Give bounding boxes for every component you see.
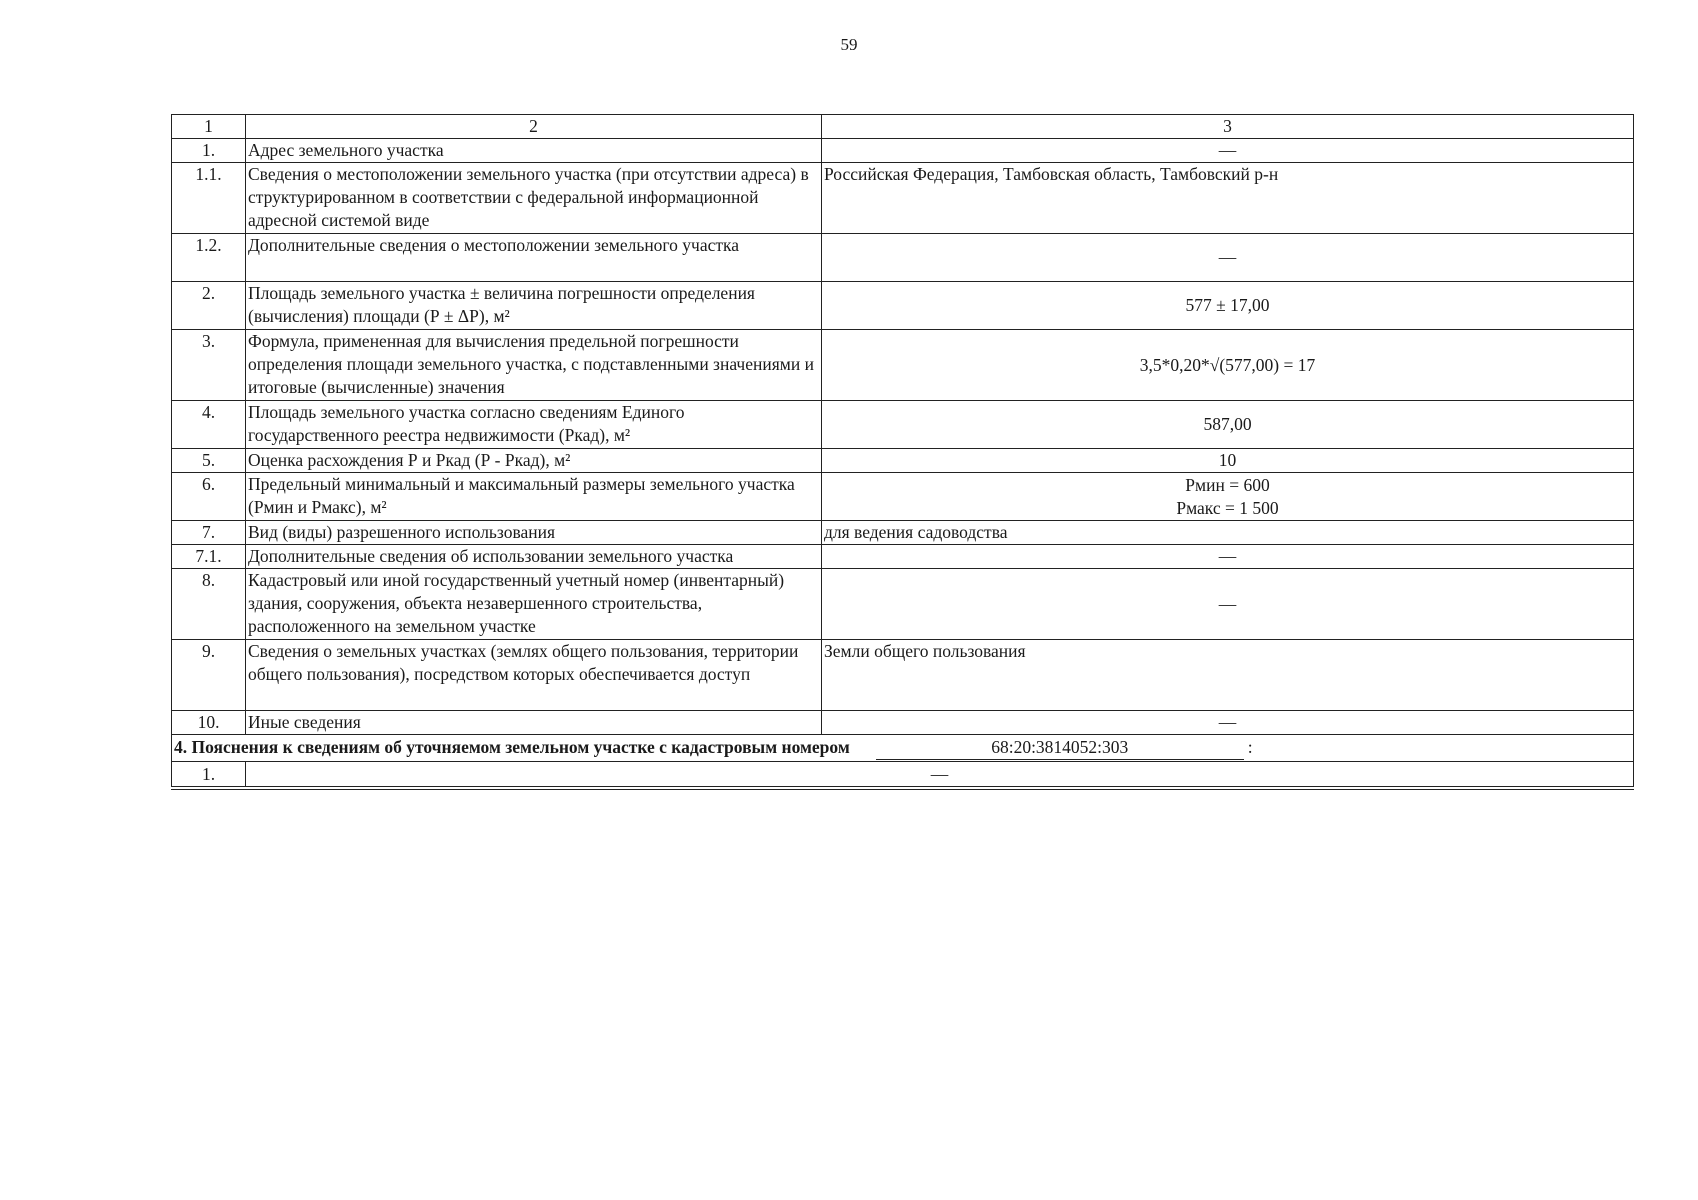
section-4-row [172,762,1634,787]
row-number: 7.1. [172,545,246,569]
row-label: Предельный минимальный и максимальный размеры земельного участка (Рмин и Рмакс), м² [246,473,822,521]
table-row [172,139,1634,163]
header-col-1: 1 [172,115,246,139]
header-col-3: 3 [822,115,1634,139]
table-row [172,473,1634,521]
row-value: Российская Федерация, Тамбовская область, Тамбовский р-н [822,163,1634,234]
row-value: — [822,139,1634,163]
page-number: 59 [840,35,858,54]
row-number: 1.2. [172,234,246,282]
min-size-value: Рмин = 600 [1185,474,1270,495]
row-number: 1. [172,762,246,787]
row-number: 6. [172,473,246,521]
row-value: — [822,569,1634,640]
row-value: — [822,545,1634,569]
table-row [172,163,1634,234]
row-label: Формула, примененная для вычисления предельной погрешности определения площади земельного участка, с подставленными значениями и итоговые (вычисленные) значения [246,330,822,401]
table-bottom-rule [171,789,1634,790]
section-4-header-row [172,735,1634,762]
row-number: 1. [172,139,246,163]
row-number: 8. [172,569,246,640]
section-4-title: 4. Пояснения к сведениям об уточняемом земельном участке с кадастровым номером [174,737,850,757]
row-label: Вид (виды) разрешенного использования [246,521,822,545]
row-value: — [822,711,1634,735]
row-number: 3. [172,330,246,401]
row-label: Сведения о земельных участках (землях общего пользования, территории общего пользования), посредством которых обеспечивается доступ [246,640,822,711]
row-value: — [822,234,1634,282]
section-4-colon: : [1247,737,1253,757]
row-value: 577 ± 17,00 [822,282,1634,330]
row-label: Кадастровый или иной государственный учетный номер (инвентарный) здания, сооружения, объекта незавершенного строительства, расположенного на земельном участке [246,569,822,640]
row-label: Оценка расхождения Р и Ркад (Р - Ркад), м² [246,449,822,473]
row-label: Дополнительные сведения об использовании земельного участка [246,545,822,569]
table-row [172,711,1634,735]
row-value: 587,00 [822,401,1634,449]
cadastral-number: 68:20:3814052:303 [876,736,1244,760]
row-label: Площадь земельного участка согласно сведениям Единого государственного реестра недвижимости (Ркад), м² [246,401,822,449]
table-row [172,449,1634,473]
row-label: Сведения о местоположении земельного участка (при отсутствии адреса) в структурированном в соответствии с федеральной информационной адресной системой виде [246,163,822,234]
table-row [172,545,1634,569]
row-value: — [246,762,1634,787]
row-value: 3,5*0,20*√(577,00) = 17 [822,330,1634,401]
row-value: 10 [822,449,1634,473]
row-number: 4. [172,401,246,449]
table-row [172,640,1634,711]
table-header-row [172,115,1634,139]
row-value-multi [822,473,1634,521]
table-row [172,401,1634,449]
table-row [172,569,1634,640]
table-row [172,330,1634,401]
table-row [172,521,1634,545]
row-label: Иные сведения [246,711,822,735]
table-row [172,282,1634,330]
row-label: Дополнительные сведения о местоположении земельного участка [246,234,822,282]
row-value: для ведения садоводства [822,521,1634,545]
row-label: Площадь земельного участка ± величина погрешности определения (вычисления) площади (Р ± ΔР), м² [246,282,822,330]
row-value: Земли общего пользования [822,640,1634,711]
land-plot-info-table [171,114,1634,787]
header-col-2: 2 [246,115,822,139]
section-4-header [172,735,1634,762]
row-number: 2. [172,282,246,330]
row-number: 5. [172,449,246,473]
table-row [172,234,1634,282]
row-number: 1.1. [172,163,246,234]
row-number: 9. [172,640,246,711]
row-number: 10. [172,711,246,735]
max-size-value: Рмакс = 1 500 [1176,497,1279,518]
row-number: 7. [172,521,246,545]
row-label: Адрес земельного участка [246,139,822,163]
